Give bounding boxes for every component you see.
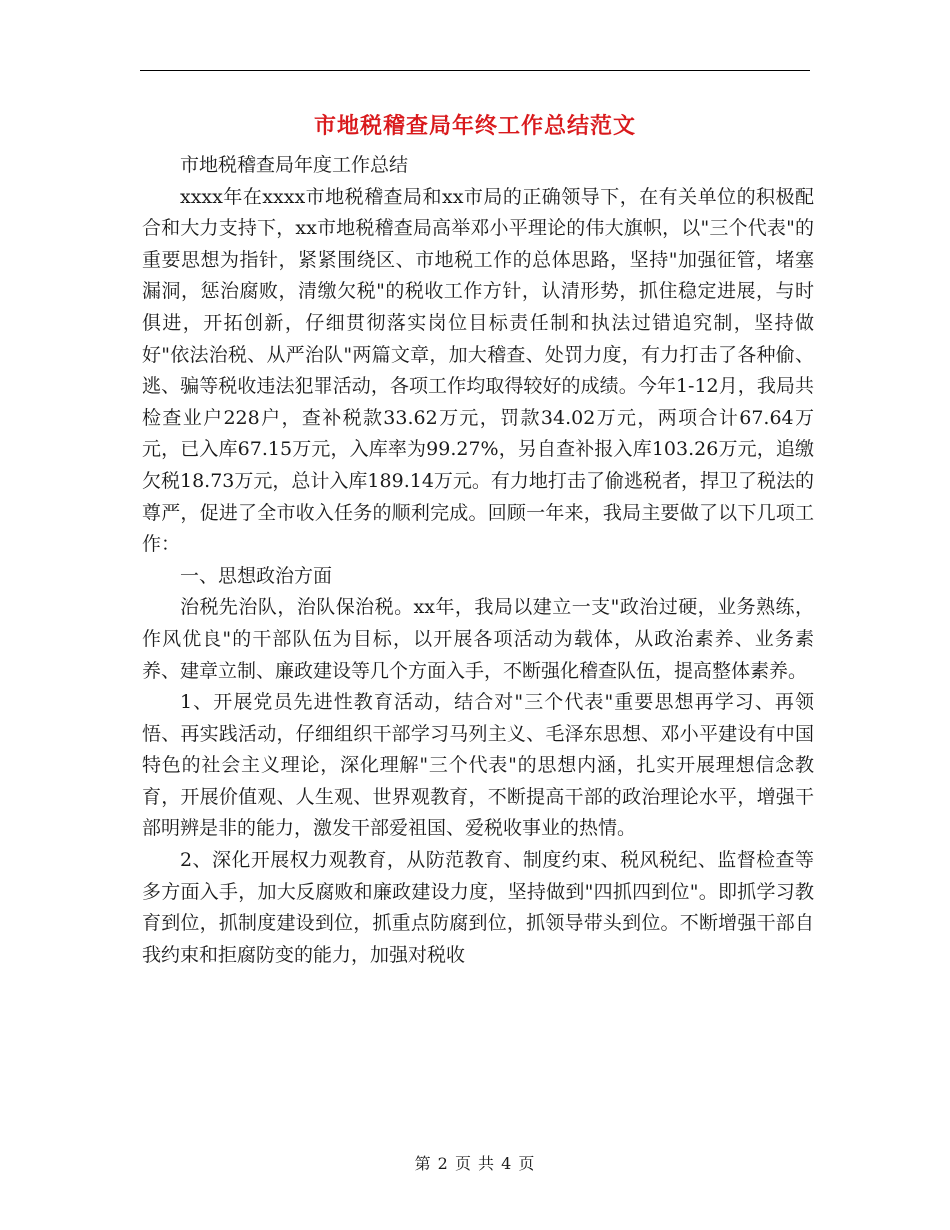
paragraph-subtitle: 市地税稽查局年度工作总结 (180, 154, 409, 176)
paragraph-item-1: 1、开展党员先进性教育活动，结合对"三个代表"重要思想再学习、再领悟、再实践活动，仔细组织干部学习马列主义、毛泽东思想、邓小平建设有中国特色的社会主义理论，深化理解"三个代表"的思想内涵，扎实开展理想信念教育，开展价值观、人生观、世界观教育，不断提高干部的政治理论水平，增强干部明辨是非的能力，激发干部爱祖国、爱税收事业的热情。 (142, 691, 814, 840)
paragraph-summary: xxxx年在xxxx市地税稽查局和xx市局的正确领导下，在有关单位的积极配合和大力支持下，xx市地税稽查局高举邓小平理论的伟大旗帜，以"三个代表"的重要思想为指针，紧紧围绕区、市地税工作的总体思路，坚持"加强征管，堵塞漏洞，惩治腐败，清缴欠税"的税收工作方针，认清形势，抓住稳定进展，与时俱进，开拓创新，仔细贯彻落实岗位目标责任制和执法过错追究制，坚持做好"依法治税、从严治队"两篇文章，加大稽查、处罚力度，有力打击了各种偷、逃、骗等税收违法犯罪活动，各项工作均取得较好的成绩。今年1-12月，我局共检查业户228户，查补税款33.62万元，罚款34.02万元，两项合计67.64万元，已入库67.15万元，入库率为99.27%，另自查补报入库103.26万元，追缴欠税18.73万元，总计入库189.14万元。有力地打击了偷逃税者，捍卫了税法的尊严，促进了全市收入任务的顺利完成。回顾一年来，我局主要做了以下几项工作： (142, 185, 814, 556)
paragraph-team: 治税先治队，治队保治税。xx年，我局以建立一支"政治过硬，业务熟练，作风优良"的干部队伍为目标，以开展各项活动为载体，从政治素养、业务素养、建章立制、廉政建设等几个方面入手，不断强化稽查队伍，提高整体素养。 (142, 596, 814, 682)
section-heading: 一、思想政治方面 (180, 564, 333, 587)
document-body (142, 150, 814, 971)
header-rule (140, 70, 810, 71)
page-footer: 第 2 页 共 4 页 (414, 1154, 536, 1173)
paragraph-item-2: 2、深化开展权力观教育，从防范教育、制度约束、税风税纪、监督检查等多方面入手，加大反腐败和廉政建设力度，坚持做到"四抓四到位"。即抓学习教育到位，抓制度建设到位，抓重点防腐到位，抓领导带头到位。不断增强干部自我约束和拒腐防变的能力，加强对税收 (142, 849, 814, 966)
document-title: 市地税稽查局年终工作总结范文 (313, 113, 636, 139)
